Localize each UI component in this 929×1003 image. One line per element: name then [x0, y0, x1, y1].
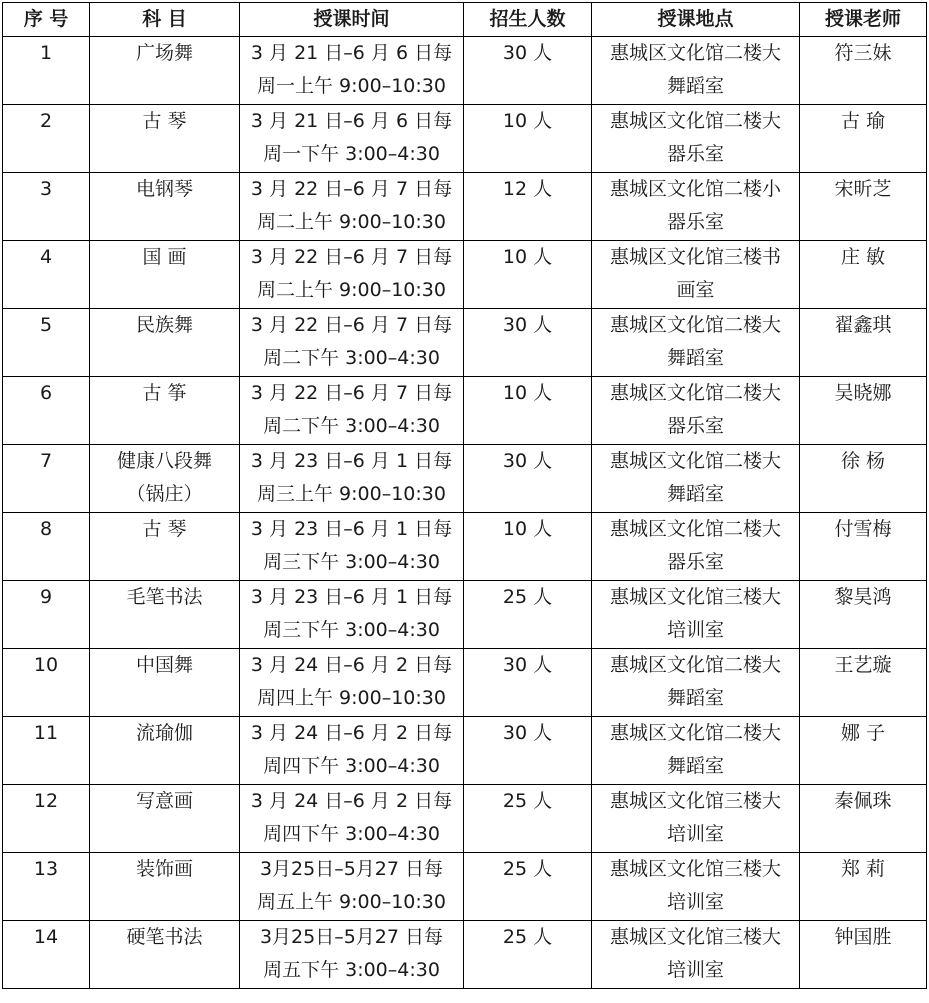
cell-place	[592, 785, 800, 853]
cell-subject	[90, 513, 240, 581]
cell-count	[464, 241, 592, 309]
cell-no	[3, 241, 90, 309]
table-row	[3, 105, 927, 173]
cell-time	[240, 785, 464, 853]
cell-subject	[90, 717, 240, 785]
cell-no	[3, 649, 90, 717]
cell-place-text: 惠城区文化馆二楼大 舞蹈室	[609, 722, 781, 777]
cell-no	[3, 921, 90, 989]
cell-teacher	[800, 513, 927, 581]
cell-time-text: 3月25日–5月27 日每 周五上午 9:00–10:30	[257, 858, 446, 913]
cell-place	[592, 309, 800, 377]
cell-subject-text: 装饰画	[135, 858, 193, 880]
cell-no-text: 3	[39, 178, 53, 200]
cell-subject-text: 国 画	[142, 246, 187, 268]
cell-no	[3, 37, 90, 105]
cell-subject-text: 健康八段舞 （锅庄）	[116, 450, 212, 505]
cell-place	[592, 377, 800, 445]
cell-subject	[90, 37, 240, 105]
cell-place-text: 惠城区文化馆三楼大 培训室	[609, 586, 781, 641]
cell-time	[240, 581, 464, 649]
cell-count	[464, 717, 592, 785]
cell-teacher-text: 付雪梅	[834, 518, 892, 540]
cell-count	[464, 853, 592, 921]
cell-no-text: 2	[39, 110, 53, 132]
cell-no-text: 1	[39, 42, 53, 64]
cell-teacher	[800, 37, 927, 105]
header-time: 授课时间	[240, 3, 464, 37]
cell-time-text: 3 月 22 日–6 月 7 日每 周二上午 9:00–10:30	[250, 246, 453, 301]
cell-no	[3, 173, 90, 241]
cell-no	[3, 853, 90, 921]
cell-time-text: 3 月 22 日–6 月 7 日每 周二下午 3:00–4:30	[250, 382, 453, 437]
cell-teacher	[800, 717, 927, 785]
cell-no-text: 8	[39, 518, 53, 540]
cell-count-text: 30 人	[502, 42, 553, 64]
cell-time-text: 3月25日–5月27 日每 周五下午 3:00–4:30	[259, 926, 444, 981]
cell-time	[240, 921, 464, 989]
cell-count-text: 10 人	[502, 246, 553, 268]
cell-place	[592, 37, 800, 105]
cell-teacher	[800, 241, 927, 309]
cell-subject	[90, 309, 240, 377]
cell-count-text: 25 人	[502, 790, 553, 812]
cell-subject	[90, 649, 240, 717]
table-row	[3, 581, 927, 649]
cell-teacher-text: 庄 敏	[840, 246, 886, 268]
header-row	[3, 3, 927, 37]
table-row	[3, 513, 927, 581]
cell-teacher-text: 秦佩珠	[834, 790, 892, 812]
cell-no-text: 14	[33, 926, 59, 948]
cell-subject-text: 古 琴	[142, 110, 187, 132]
cell-place-text: 惠城区文化馆三楼书 画室	[609, 246, 781, 301]
cell-no	[3, 785, 90, 853]
cell-count-text: 30 人	[502, 654, 553, 676]
cell-count	[464, 309, 592, 377]
cell-teacher-text: 古 瑜	[840, 110, 886, 132]
cell-place-text: 惠城区文化馆二楼大 舞蹈室	[609, 654, 781, 709]
table-row	[3, 649, 927, 717]
cell-no	[3, 581, 90, 649]
cell-place-text: 惠城区文化馆二楼大 舞蹈室	[609, 314, 781, 369]
cell-time-text: 3 月 23 日–6 月 1 日每 周三下午 3:00–4:30	[250, 518, 453, 573]
cell-subject-text: 写意画	[135, 790, 193, 812]
table-row	[3, 921, 927, 989]
cell-time-text: 3 月 21 日–6 月 6 日每 周一下午 3:00–4:30	[250, 110, 453, 165]
cell-place	[592, 921, 800, 989]
cell-count	[464, 785, 592, 853]
header-count: 招生人数	[464, 3, 592, 37]
cell-no-text: 11	[33, 722, 59, 744]
table-row	[3, 377, 927, 445]
cell-no	[3, 105, 90, 173]
cell-subject-text: 古 筝	[142, 382, 187, 404]
cell-no	[3, 717, 90, 785]
course-schedule-table	[2, 2, 927, 989]
cell-time	[240, 241, 464, 309]
cell-place	[592, 445, 800, 513]
cell-count-text: 30 人	[502, 314, 553, 336]
cell-count-text: 10 人	[502, 518, 553, 540]
cell-subject	[90, 377, 240, 445]
cell-subject-text: 电钢琴	[135, 178, 193, 200]
cell-place	[592, 173, 800, 241]
cell-place-text: 惠城区文化馆三楼大 培训室	[609, 926, 781, 981]
cell-count-text: 25 人	[502, 858, 553, 880]
cell-no	[3, 377, 90, 445]
cell-subject-text: 中国舞	[135, 654, 193, 676]
cell-time-text: 3 月 24 日–6 月 2 日每 周四上午 9:00–10:30	[250, 654, 453, 709]
cell-subject-text: 古 琴	[142, 518, 187, 540]
schedule-table-wrapper	[2, 2, 927, 989]
cell-subject-text: 民族舞	[135, 314, 193, 336]
cell-count-text: 12 人	[502, 178, 553, 200]
cell-no-text: 6	[39, 382, 53, 404]
cell-place	[592, 105, 800, 173]
table-row	[3, 717, 927, 785]
cell-time-text: 3 月 21 日–6 月 6 日每 周一上午 9:00–10:30	[250, 42, 453, 97]
table-row	[3, 37, 927, 105]
cell-count-text: 30 人	[502, 722, 553, 744]
cell-teacher-text: 黎昊鸿	[834, 586, 892, 608]
cell-count	[464, 513, 592, 581]
cell-teacher	[800, 785, 927, 853]
cell-time-text: 3 月 22 日–6 月 7 日每 周二上午 9:00–10:30	[250, 178, 453, 233]
cell-count	[464, 649, 592, 717]
cell-time	[240, 717, 464, 785]
cell-place	[592, 513, 800, 581]
cell-time-text: 3 月 23 日–6 月 1 日每 周三上午 9:00–10:30	[250, 450, 453, 505]
cell-count-text: 30 人	[502, 450, 553, 472]
cell-count	[464, 37, 592, 105]
cell-time-text: 3 月 23 日–6 月 1 日每 周三下午 3:00–4:30	[250, 586, 453, 641]
cell-teacher	[800, 649, 927, 717]
cell-teacher	[800, 853, 927, 921]
cell-subject	[90, 581, 240, 649]
cell-count	[464, 173, 592, 241]
header-subject: 科 目	[90, 3, 240, 37]
cell-place-text: 惠城区文化馆二楼大 舞蹈室	[609, 42, 781, 97]
cell-no-text: 13	[33, 858, 59, 880]
cell-place-text: 惠城区文化馆三楼大 培训室	[609, 858, 781, 913]
cell-time	[240, 445, 464, 513]
cell-teacher-text: 吴晓娜	[834, 382, 892, 404]
table-row	[3, 445, 927, 513]
cell-teacher	[800, 173, 927, 241]
cell-subject	[90, 785, 240, 853]
cell-subject	[90, 173, 240, 241]
cell-place	[592, 581, 800, 649]
header-place: 授课地点	[592, 3, 800, 37]
cell-count	[464, 377, 592, 445]
cell-time-text: 3 月 22 日–6 月 7 日每 周二下午 3:00–4:30	[250, 314, 453, 369]
table-row	[3, 785, 927, 853]
cell-count	[464, 921, 592, 989]
cell-subject	[90, 853, 240, 921]
cell-teacher	[800, 921, 927, 989]
cell-place-text: 惠城区文化馆三楼大 培训室	[609, 790, 781, 845]
cell-no-text: 10	[33, 654, 59, 676]
cell-teacher-text: 符三妹	[834, 42, 892, 64]
cell-teacher-text: 宋昕芝	[834, 178, 892, 200]
cell-time	[240, 173, 464, 241]
cell-no-text: 7	[39, 450, 53, 472]
table-row	[3, 173, 927, 241]
cell-teacher	[800, 581, 927, 649]
cell-no	[3, 309, 90, 377]
cell-place-text: 惠城区文化馆二楼大 舞蹈室	[609, 450, 781, 505]
cell-time	[240, 853, 464, 921]
cell-subject	[90, 105, 240, 173]
header-no: 序 号	[3, 3, 90, 37]
cell-time	[240, 377, 464, 445]
cell-subject	[90, 445, 240, 513]
table-row	[3, 309, 927, 377]
cell-place	[592, 717, 800, 785]
cell-teacher-text: 钟国胜	[834, 926, 892, 948]
cell-time	[240, 37, 464, 105]
cell-no-text: 4	[39, 246, 53, 268]
cell-no	[3, 513, 90, 581]
cell-teacher-text: 徐 杨	[840, 450, 886, 472]
cell-count-text: 10 人	[502, 110, 553, 132]
cell-place-text: 惠城区文化馆二楼大 器乐室	[609, 110, 781, 165]
cell-teacher-text: 郑 莉	[840, 858, 886, 880]
cell-time-text: 3 月 24 日–6 月 2 日每 周四下午 3:00–4:30	[250, 722, 453, 777]
cell-no	[3, 445, 90, 513]
cell-count	[464, 581, 592, 649]
cell-subject-text: 硬笔书法	[126, 926, 203, 948]
cell-count	[464, 105, 592, 173]
cell-teacher	[800, 445, 927, 513]
cell-teacher	[800, 309, 927, 377]
cell-time	[240, 309, 464, 377]
cell-subject	[90, 921, 240, 989]
cell-place-text: 惠城区文化馆二楼小 器乐室	[609, 178, 781, 233]
cell-place	[592, 853, 800, 921]
cell-place	[592, 241, 800, 309]
cell-place-text: 惠城区文化馆二楼大 器乐室	[609, 382, 781, 437]
cell-subject-text: 毛笔书法	[126, 586, 203, 608]
header-teacher: 授课老师	[800, 3, 927, 37]
cell-count	[464, 445, 592, 513]
cell-no-text: 12	[33, 790, 59, 812]
cell-subject-text: 广场舞	[135, 42, 193, 64]
table-row	[3, 241, 927, 309]
cell-subject-text: 流瑜伽	[135, 722, 193, 744]
cell-count-text: 25 人	[502, 926, 553, 948]
cell-teacher-text: 王艺璇	[834, 654, 892, 676]
cell-place-text: 惠城区文化馆二楼大 器乐室	[609, 518, 781, 573]
cell-no-text: 5	[39, 314, 53, 336]
cell-teacher-text: 娜 子	[840, 722, 886, 744]
cell-time	[240, 649, 464, 717]
cell-no-text: 9	[39, 586, 53, 608]
cell-teacher	[800, 377, 927, 445]
cell-time-text: 3 月 24 日–6 月 2 日每 周四下午 3:00–4:30	[250, 790, 453, 845]
cell-subject	[90, 241, 240, 309]
cell-teacher	[800, 105, 927, 173]
cell-time	[240, 105, 464, 173]
cell-count-text: 10 人	[502, 382, 553, 404]
cell-place	[592, 649, 800, 717]
table-row	[3, 853, 927, 921]
cell-count-text: 25 人	[502, 586, 553, 608]
cell-teacher-text: 翟鑫琪	[834, 314, 892, 336]
cell-time	[240, 513, 464, 581]
